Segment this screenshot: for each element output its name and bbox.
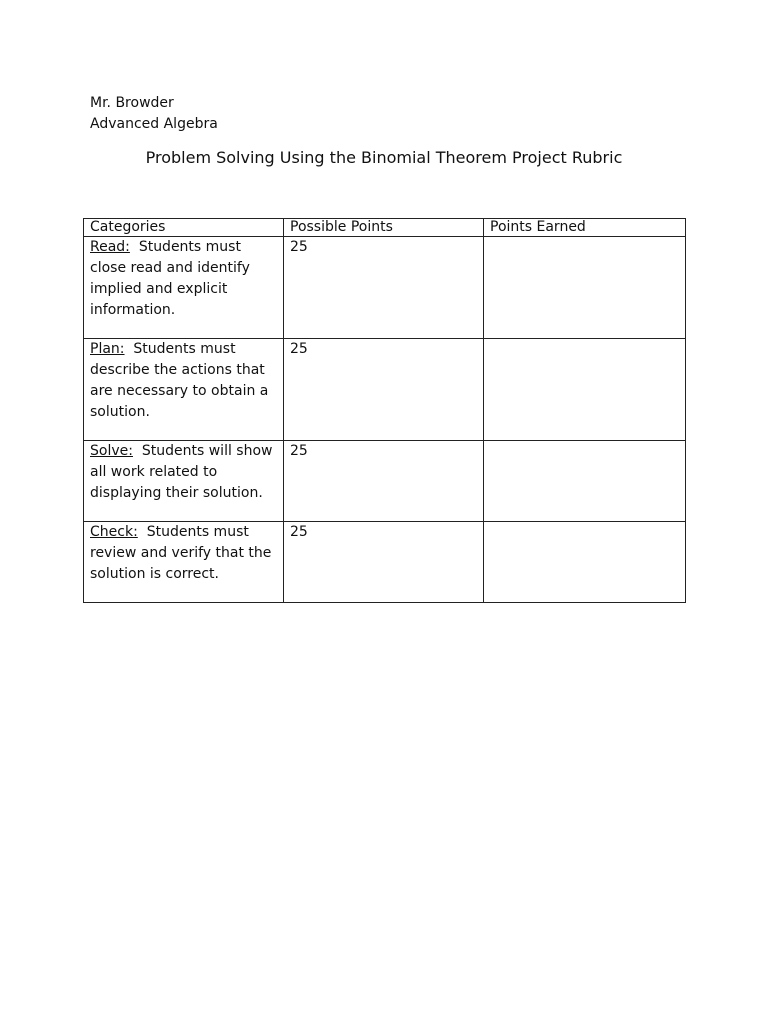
document-title: Problem Solving Using the Binomial Theorem Project Rubric [145,148,623,167]
table-row [84,441,686,522]
points-earned-cell [484,522,686,603]
points-earned-cell [484,237,686,339]
category-label: Plan: [90,341,125,357]
category-cell [84,522,284,603]
teacher-name: Mr. Browder [90,95,174,111]
category-label: Check: [90,524,138,540]
course-name: Advanced Algebra [90,116,218,132]
points-earned-cell [484,441,686,522]
table-row [84,237,686,339]
rubric-table [83,218,686,603]
column-header-points-earned: Points Earned [484,219,686,237]
possible-points-cell: 25 [284,339,484,441]
column-header-categories: Categories [84,219,284,237]
category-cell [84,339,284,441]
category-description: Students will show all work related to displaying their solution. [90,443,273,501]
document-header [90,93,218,135]
category-description: Students must review and verify that the solution is correct. [90,524,272,582]
possible-points-cell: 25 [284,441,484,522]
category-description: Students must describe the actions that are necessary to obtain a solution. [90,341,269,420]
category-cell [84,237,284,339]
column-header-possible-points: Possible Points [284,219,484,237]
category-label: Read: [90,239,130,255]
table-row [84,339,686,441]
table-header-row [84,219,686,237]
category-description: Students must close read and identify implied and explicit information. [90,239,250,318]
possible-points-cell: 25 [284,522,484,603]
points-earned-cell [484,339,686,441]
category-label: Solve: [90,443,133,459]
table-row [84,522,686,603]
possible-points-cell: 25 [284,237,484,339]
category-cell [84,441,284,522]
